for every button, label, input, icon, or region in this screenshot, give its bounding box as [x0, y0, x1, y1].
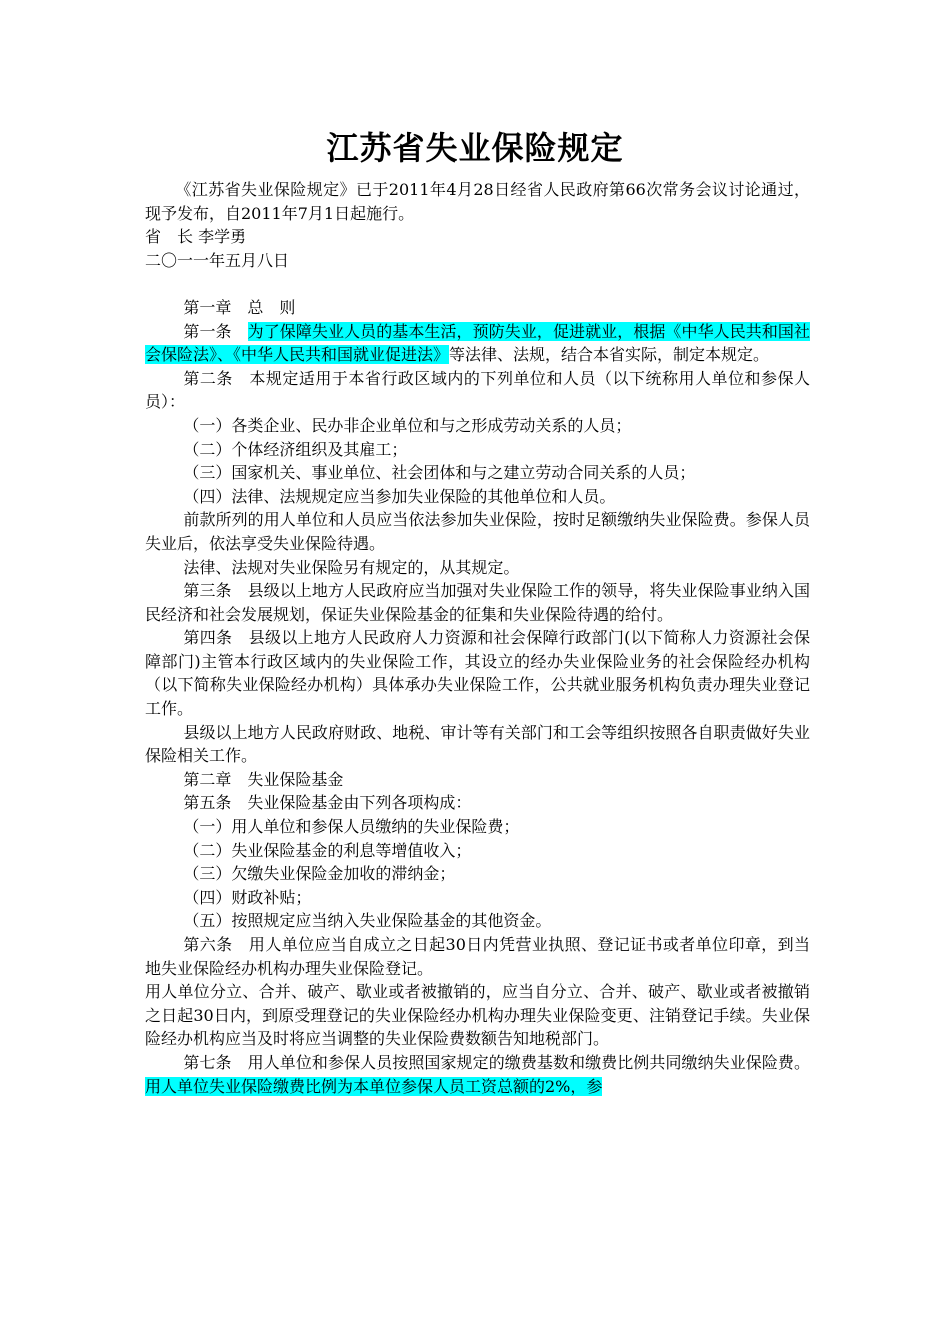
signer-line: 省 长 李学勇	[145, 227, 247, 247]
article-2-item-4: （四）法律、法规规定应当参加失业保险的其他单位和人员。	[183, 486, 616, 506]
article-5-item-4: （四）财政补贴；	[183, 887, 312, 907]
announcement-paragraph: 《江苏省失业保险规定》已于2011年4月28日经省人民政府第66次常务会议讨论通过，现予发布，自2011年7月1日起施行。	[145, 180, 810, 223]
article-2-item-1: （一）各类企业、民办非企业单位和与之形成劳动关系的人员；	[183, 415, 632, 435]
blank-line	[145, 272, 810, 296]
article-1-rest: 等法律、法规，结合本省实际，制定本规定。	[449, 345, 770, 365]
issue-date: 二〇一一年五月八日	[145, 250, 290, 270]
article-7	[145, 1051, 810, 1098]
article-2-item-2: （二）个体经济组织及其雇工；	[183, 439, 408, 459]
article-5: 第五条 失业保险基金由下列各项构成：	[183, 793, 472, 813]
article-7-text: 第七条 用人单位和参保人员按照国家规定的缴费基数和缴费比例共同缴纳失业保险费。	[183, 1052, 810, 1072]
article-2-paragraph-3: 法律、法规对失业保险另有规定的，从其规定。	[183, 557, 520, 577]
chapter-2-heading: 第二章 失业保险基金	[183, 769, 344, 789]
document-title: 江苏省失业保险规定	[326, 129, 624, 167]
article-5-item-2: （二）失业保险基金的利息等增值收入；	[183, 840, 472, 860]
article-4: 第四条 县级以上地方人民政府人力资源和社会保障行政部门(以下简称人力资源社会保障部门)主管本行政区域内的失业保险工作，其设立的经办失业保险业务的社会保险经办机构（以下简称失业保险经办机构）具体承办失业保险工作，公共就业服务机构负责办理失业登记工作。	[145, 628, 810, 719]
article-6: 第六条 用人单位应当自成立之日起30日内凭营业执照、登记证书或者单位印章，到当地失业保险经办机构办理失业保险登记。	[145, 935, 810, 978]
article-1-lead: 第一条	[183, 321, 248, 341]
article-5-item-3: （三）欠缴失业保险金加收的滞纳金；	[183, 864, 456, 884]
article-3: 第三条 县级以上地方人民政府应当加强对失业保险工作的领导，将失业保险事业纳入国民经济和社会发展规划，保证失业保险基金的征集和失业保险待遇的给付。	[145, 581, 810, 624]
article-7-highlight: 用人单位失业保险缴费比例为本单位参保人员工资总额的2%，参	[145, 1076, 603, 1096]
article-5-item-1: （一）用人单位和参保人员缴纳的失业保险费；	[183, 817, 520, 837]
article-4-paragraph-2: 县级以上地方人民政府财政、地税、审计等有关部门和工会等组织按照各自职责做好失业保险相关工作。	[145, 722, 810, 766]
article-1-highlight: 为了保障失业人员的基本生活，预防失业，促进就业，根据《中华人民共和国社会保险法》、《中华人民共和国就业促进法》	[145, 321, 810, 365]
article-2-item-3: （三）国家机关、事业单位、社会团体和与之建立劳动合同关系的人员；	[183, 463, 696, 483]
article-2-paragraph-2: 前款所列的用人单位和人员应当依法参加失业保险，按时足额缴纳失业保险费。参保人员失业后，依法享受失业保险待遇。	[145, 510, 810, 553]
article-2: 第二条 本规定适用于本省行政区域内的下列单位和人员（以下统称用人单位和参保人员）：	[145, 368, 810, 412]
article-6-paragraph-2: 用人单位分立、合并、破产、歇业或者被撤销的，应当自分立、合并、破产、歇业或者被撤销之日起30日内，到原受理登记的失业保险经办机构办理失业保险变更、注销登记手续。失业保险经办机构应当及时将应当调整的失业保险费数额告知地税部门。	[145, 982, 810, 1049]
article-5-item-5: （五）按照规定应当纳入失业保险基金的其他资金。	[183, 911, 552, 931]
chapter-1-heading: 第一章 总 则	[183, 297, 296, 317]
document-body	[145, 178, 810, 1098]
article-1	[145, 320, 810, 367]
